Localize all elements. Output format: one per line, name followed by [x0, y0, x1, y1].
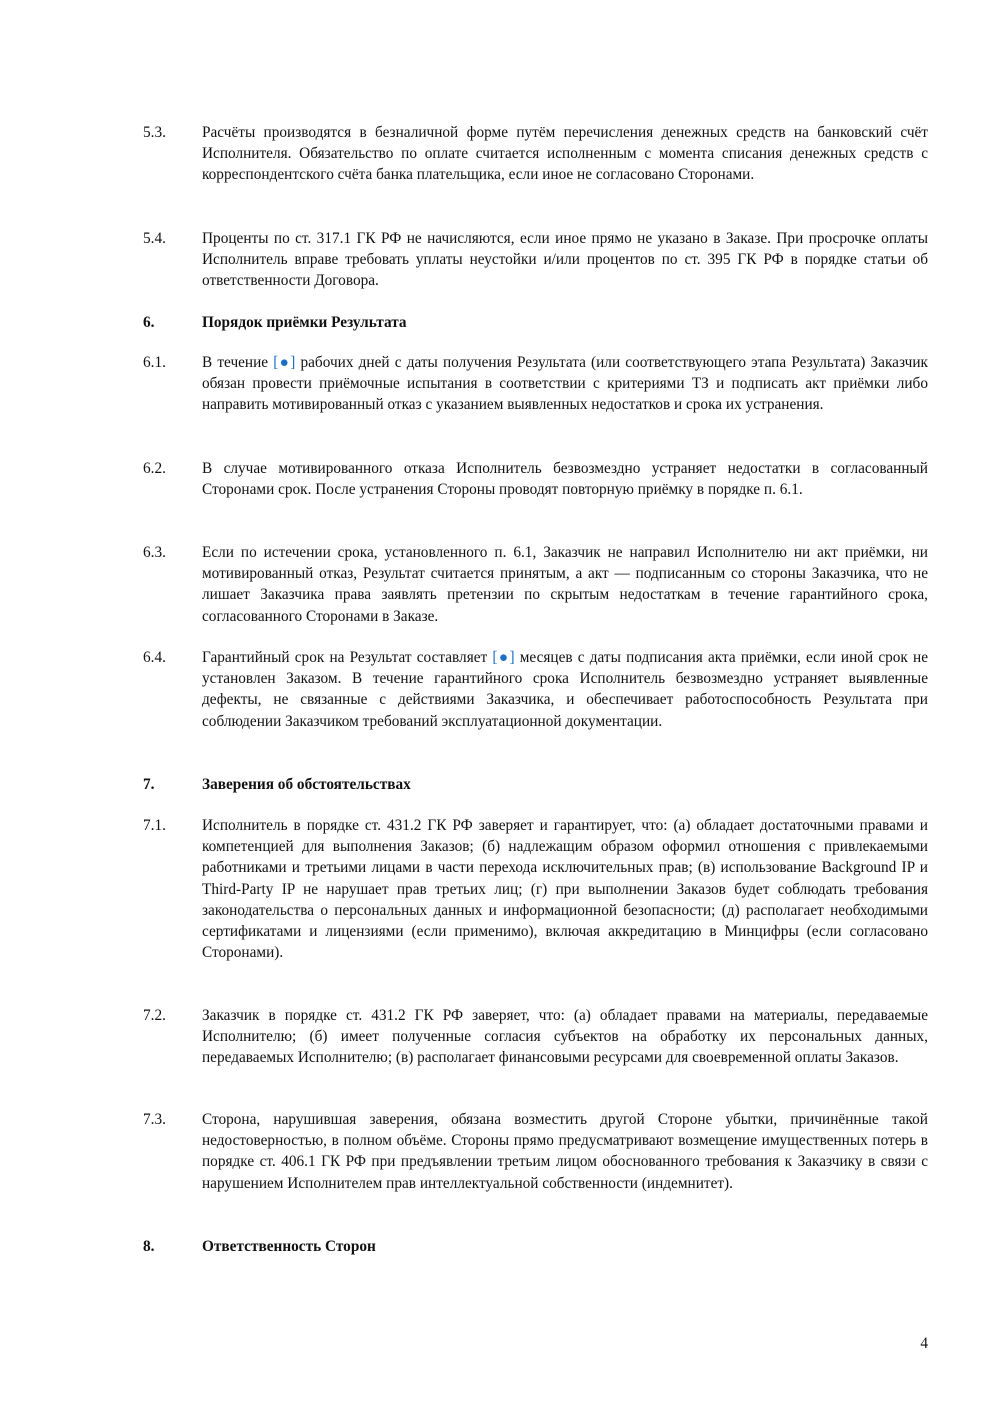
clause-7-2	[143, 1005, 928, 1069]
clause-text: Заказчик в порядке ст. 431.2 ГК РФ заверяет, что: (а) обладает правами на материалы, передаваемые Исполнителю; (б) имеет полученные согласия субъектов на обработку их персональных данных, передаваемых Исполнителю; (в) располагает финансовыми ресурсами для своевременной оплаты Заказов.	[202, 1007, 928, 1067]
clause-number: 7.2.	[143, 1007, 166, 1024]
section-number: 7.	[143, 776, 155, 793]
clause-number: 5.4.	[143, 230, 166, 247]
placeholder-mark: [●]	[492, 649, 515, 666]
clause-text: Исполнитель в порядке ст. 431.2 ГК РФ заверяет и гарантирует, что: (а) обладает достаточными правами и компетенцией для выполнения Заказов; (б) надлежащим образом оформил отношения с привлекаемыми работниками и третьими лицами в части перехода исключительных прав; (в) использование Background IP и Third-Party IP не нарушает прав третьих лиц; (г) при выполнении Заказов будет соблюдать требования законодательства о персональных данных и информационной безопасности; (д) располагает необходимыми сертификатами и лицензиями (если применимо), включая аккредитацию в Минцифры (если согласовано Сторонами).	[202, 817, 928, 962]
clause-6-4	[143, 647, 928, 732]
clause-text	[202, 647, 928, 732]
clause-7-3	[143, 1109, 928, 1194]
clause-5-4	[143, 228, 928, 292]
section-title: Заверения об обстоятельствах	[202, 776, 411, 793]
clause-number: 6.3.	[143, 544, 166, 561]
clause-number: 5.3.	[143, 124, 166, 141]
clause-5-3	[143, 122, 928, 186]
placeholder-mark: [●]	[273, 354, 296, 371]
section-8-heading	[143, 1236, 928, 1257]
clause-7-1	[143, 815, 928, 963]
section-7-heading	[143, 774, 928, 795]
clause-text: Сторона, нарушившая заверения, обязана возместить другой Стороне убытки, причинённые такой недостоверностью, в полном объёме. Стороны прямо предусматривают возмещение имущественных потерь в порядке ст. 406.1 ГК РФ при предъявлении третьим лицом обоснованного требования к Заказчику в связи с нарушением Исполнителем прав интеллектуальной собственности (индемнитет).	[202, 1111, 928, 1192]
clause-text-part: месяцев с даты подписания акта приёмки, если иной срок не установлен Заказом. В течение гарантийного срока Исполнитель безвозмездно устраняет выявленные дефекты, не связанные с действиями Заказчика, и обеспечивает работоспособность Результата при соблюдении Заказчиком требований эксплуатационной документации.	[202, 649, 928, 730]
clause-text: Если по истечении срока, установленного п. 6.1, Заказчик не направил Исполнителю ни акт приёмки, ни мотивированный отказ, Результат считается принятым, а акт — подписанным со стороны Заказчика, что не лишает Заказчика права заявлять претензии по скрытым недостаткам в течение гарантийного срока, согласованного Сторонами в Заказе.	[202, 544, 928, 625]
page-number: 4	[920, 1335, 928, 1352]
clause-text: В случае мотивированного отказа Исполнитель безвозмездно устраняет недостатки в согласованный Сторонами срок. После устранения Стороны проводят повторную приёмку в порядке п. 6.1.	[202, 460, 928, 499]
clause-text-part: рабочих дней с даты получения Результата (или соответствующего этапа Результата) Заказчик обязан провести приёмочные испытания в соответствии с критериями ТЗ и подписать акт приёмки либо направить мотивированный отказ с указанием выявленных недостатков и срока их устранения.	[202, 354, 928, 414]
clause-6-2	[143, 458, 928, 500]
clause-number: 6.4.	[143, 649, 166, 666]
clause-number: 6.1.	[143, 354, 166, 371]
section-6-heading	[143, 312, 928, 333]
clause-number: 7.1.	[143, 817, 166, 834]
clause-text-part: Гарантийный срок на Результат составляет	[202, 649, 493, 666]
clause-number: 7.3.	[143, 1111, 166, 1128]
section-title: Ответственность Сторон	[202, 1238, 376, 1255]
clause-text-part: В течение	[202, 354, 274, 371]
clause-text: Расчёты производятся в безналичной форме путём перечисления денежных средств на банковский счёт Исполнителя. Обязательство по оплате считается исполненным с момента списания денежных средств с корреспондентского счёта банка плательщика, если иное не согласовано Сторонами.	[202, 124, 928, 184]
clause-text	[202, 352, 928, 416]
clause-6-3	[143, 542, 928, 627]
clause-6-1	[143, 352, 928, 416]
section-title: Порядок приёмки Результата	[202, 314, 407, 331]
clause-number: 6.2.	[143, 460, 166, 477]
section-number: 6.	[143, 314, 155, 331]
clause-text: Проценты по ст. 317.1 ГК РФ не начисляются, если иное прямо не указано в Заказе. При просрочке оплаты Исполнитель вправе требовать уплаты неустойки и/или процентов по ст. 395 ГК РФ в порядке статьи об ответственности Договора.	[202, 230, 928, 290]
section-number: 8.	[143, 1238, 155, 1255]
